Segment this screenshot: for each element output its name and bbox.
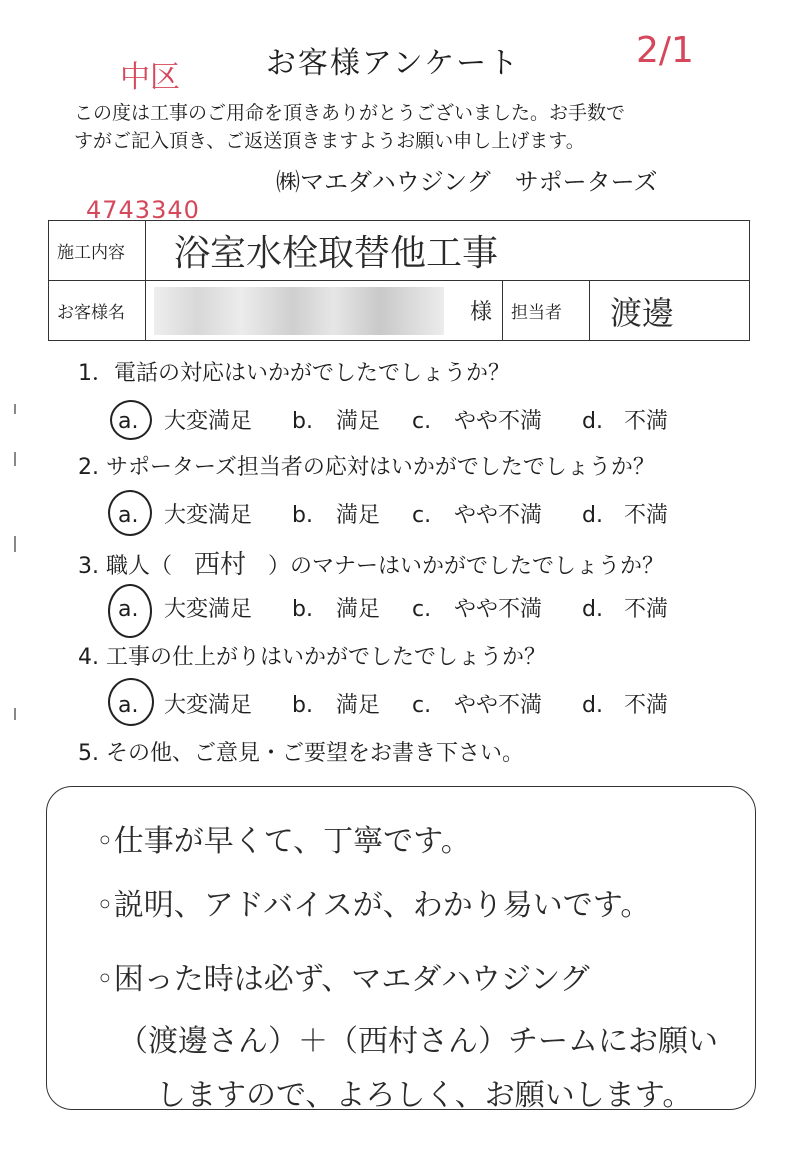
option-b-label: 満足 [336, 693, 381, 718]
id-note: 4743340 [86, 196, 200, 224]
option-b-label: 満足 [336, 503, 381, 528]
option-c-label: やや不満 [454, 409, 543, 434]
option-a: a. [118, 693, 139, 718]
question-2: 2. サポーターズ担当者の応対はいかがでしたでしょうか？ [78, 455, 655, 480]
option-d-label: 不満 [624, 503, 669, 528]
question-4: 4. 工事の仕上がりはいかがでしたでしょうか？ [78, 645, 546, 670]
page-title: お客様アンケート [265, 46, 521, 81]
option-c-label: やや不満 [454, 503, 543, 528]
work-label: 施工内容 [49, 221, 146, 281]
info-table [48, 220, 750, 341]
area-note: 中区 [120, 60, 180, 95]
options-1 [118, 404, 668, 435]
selected-circle-2 [108, 490, 152, 536]
option-d: d. [582, 597, 603, 622]
option-c: c. [412, 409, 432, 434]
staff-label: 担当者 [503, 281, 590, 341]
question-5: 5. その他、ご意見・ご要望をお書き下さい。 [78, 741, 524, 766]
option-b-label: 満足 [336, 597, 381, 622]
redaction-blur [154, 287, 444, 335]
option-a-label: 大変満足 [164, 409, 253, 434]
question-3-before: 3. 職人（ [78, 554, 172, 579]
option-a-label: 大変満足 [164, 693, 253, 718]
option-c-label: やや不満 [454, 693, 543, 718]
comment-line-5: しますので、よろしく、お願いします。 [156, 1078, 693, 1113]
option-c: c. [412, 693, 432, 718]
customer-suffix: 様 [462, 281, 503, 341]
option-a: a. [118, 503, 139, 528]
selected-circle-1 [110, 400, 152, 440]
option-d: d. [582, 409, 603, 434]
question-3-after: ）のマナーはいかがでしたでしょうか？ [267, 554, 664, 579]
question-3 [78, 544, 664, 581]
option-b: b. [292, 693, 313, 718]
options-4 [118, 688, 668, 719]
date-note: 2/1 [636, 30, 694, 71]
intro-line-2: すがご記入頂き、ご返送頂きますようお願い申し上げます。 [74, 130, 585, 152]
options-3 [118, 592, 668, 623]
option-a-label: 大変満足 [164, 503, 253, 528]
option-c: c. [412, 503, 432, 528]
option-c: c. [412, 597, 432, 622]
comment-line-3: ◦困った時は必ず、マエダハウジング [96, 962, 590, 997]
scan-mark [14, 536, 16, 552]
option-d: d. [582, 503, 603, 528]
option-b: b. [292, 503, 313, 528]
question-1: 1．電話の対応はいかがでしたでしょうか？ [78, 361, 510, 386]
scan-mark [14, 404, 16, 414]
customer-name-redacted [146, 281, 463, 341]
customer-label: お客様名 [49, 281, 146, 341]
options-2 [118, 498, 668, 529]
company-name: ㈱マエダハウジング サポーターズ [276, 168, 658, 196]
option-b-label: 満足 [336, 409, 381, 434]
option-b: b. [292, 409, 313, 434]
option-a-label: 大変満足 [164, 597, 253, 622]
comment-line-1: ◦仕事が早くて、丁寧です。 [96, 824, 471, 859]
option-d-label: 不満 [624, 693, 669, 718]
option-d: d. [582, 693, 603, 718]
option-a: a. [118, 597, 139, 622]
comment-line-4: （渡邊さん）＋（西村さん）チームにお願い [118, 1024, 718, 1059]
option-d-label: 不満 [624, 409, 669, 434]
scan-mark [14, 452, 16, 466]
option-d-label: 不満 [624, 597, 669, 622]
scan-mark [14, 708, 16, 720]
selected-circle-3 [108, 584, 152, 638]
intro-line-1: この度は工事のご用命を頂きありがとうございました。お手数で [74, 102, 626, 124]
option-b: b. [292, 597, 313, 622]
staff-value: 渡邊 [590, 281, 750, 341]
comment-line-2: ◦説明、アドバイスが、わかり易いです。 [96, 888, 651, 923]
option-a: a. [118, 409, 139, 434]
option-c-label: やや不満 [454, 597, 543, 622]
craftsman-name: 西村 [193, 550, 246, 580]
work-value: 浴室水栓取替他工事 [146, 221, 750, 281]
selected-circle-4 [108, 678, 154, 726]
